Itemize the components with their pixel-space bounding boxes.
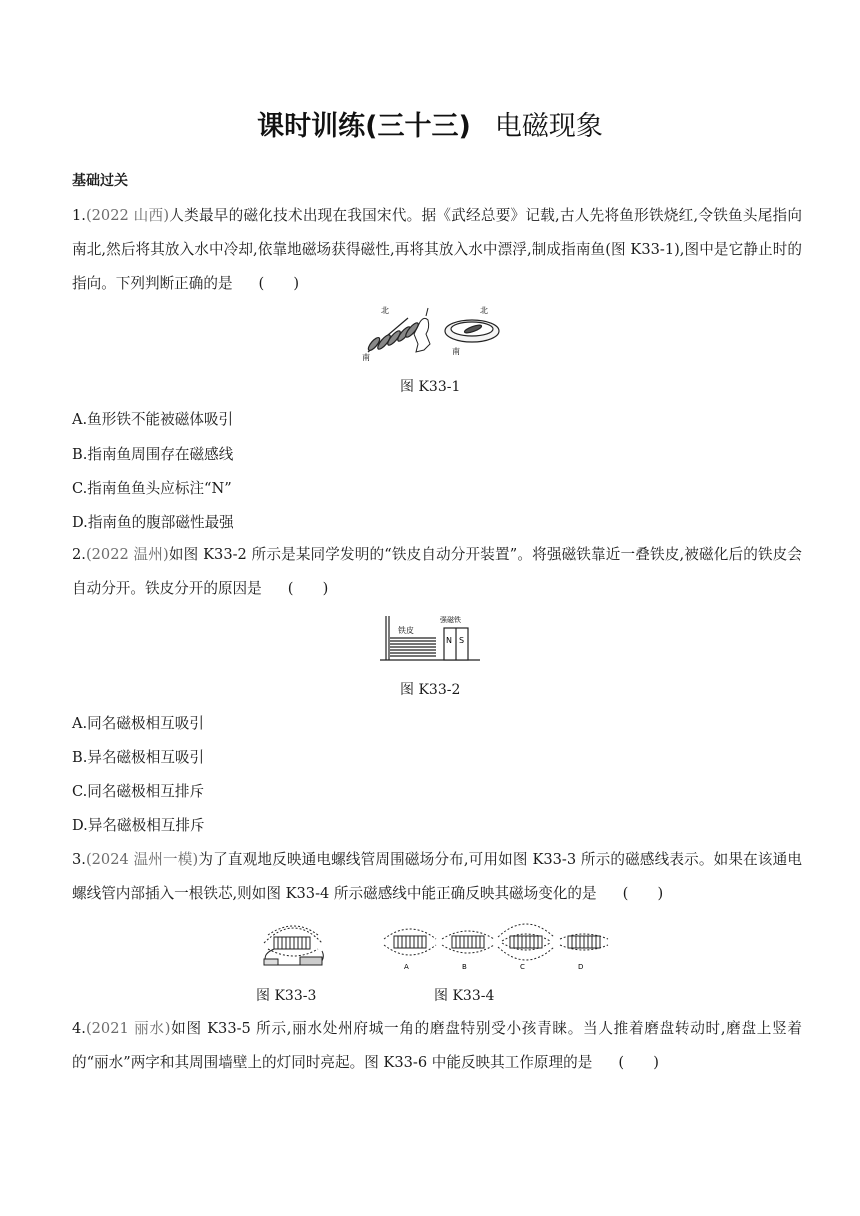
fig1-south-label-2: 南 xyxy=(452,347,460,356)
choice-label-d: D xyxy=(578,963,584,971)
figure-k33-4 xyxy=(380,915,612,973)
section-heading: 基础过关 xyxy=(72,173,128,189)
question-text: 如图 K33-5 所示,丽水处州府城一角的磨盘特别受小孩青睐。当人推着磨盘转动时,磨盘上竖着的“丽水”两字和其周围墙壁上的灯同时亮起。图 K33-6 中能反映其工作原理的是 xyxy=(72,1020,803,1071)
fig1-north-label: 北 xyxy=(381,306,389,315)
figure-caption-k33-1: 图 K33-1 xyxy=(400,379,461,395)
fig2-s-label: S xyxy=(459,636,465,645)
figure-k33-3 xyxy=(258,915,330,971)
question-2 xyxy=(72,538,802,606)
figure-caption-k33-3: 图 K33-3 xyxy=(256,988,317,1004)
title-sub: 电磁现象 xyxy=(494,111,603,142)
question-4 xyxy=(72,1012,802,1080)
choice-diagram-b xyxy=(442,931,494,953)
fig1-north-label-2: 北 xyxy=(480,306,488,315)
question-number: 2. xyxy=(72,546,86,563)
answer-blank: ( ) xyxy=(622,885,664,902)
figure-k33-2 xyxy=(378,610,482,666)
question-source: (2021 丽水) xyxy=(85,1020,171,1037)
choice-label-a: A xyxy=(404,963,409,971)
choice-label-b: B xyxy=(462,963,467,971)
fig2-magnet-label: 强磁铁 xyxy=(440,616,461,624)
figure-caption-k33-2: 图 K33-2 xyxy=(400,682,461,698)
answer-blank: ( ) xyxy=(618,1054,659,1071)
choice-diagram-a xyxy=(384,929,436,955)
question-3 xyxy=(72,843,802,911)
figure-caption-k33-4: 图 K33-4 xyxy=(434,988,495,1004)
option-a: A.同名磁极相互吸引 xyxy=(72,715,204,732)
question-1 xyxy=(72,199,802,301)
option-a: A.鱼形铁不能被磁体吸引 xyxy=(72,411,234,428)
choice-diagram-d xyxy=(560,934,608,950)
question-number: 3. xyxy=(72,851,86,868)
choice-label-c: C xyxy=(520,963,525,971)
option-c: C.同名磁极相互排斥 xyxy=(72,783,205,800)
fig1-south-label: 南 xyxy=(362,353,370,362)
option-b: B.异名磁极相互吸引 xyxy=(72,749,205,766)
choice-diagram-c xyxy=(498,924,554,960)
answer-blank: ( ) xyxy=(287,580,329,597)
answer-blank: ( ) xyxy=(258,275,300,292)
question-text: 人类最早的磁化技术出现在我国宋代。据《武经总要》记载,古人先将鱼形铁烧红,令铁鱼头尾指向南北,然后将其放入水中冷却,依靠地磁场获得磁性,再将其放入水中漂浮,制成指南鱼(图 K33-1),图中是它静止时的指向。下列判断正确的是 xyxy=(72,207,802,292)
question-text: 为了直观地反映通电螺线管周围磁场分布,可用如图 K33-3 所示的磁感线表示。如果在该通电螺线管内部插入一根铁芯,则如图 K33-4 所示磁感线中能正确反映其磁场变化的是 xyxy=(72,851,802,902)
page-title xyxy=(0,104,860,143)
option-c: C.指南鱼鱼头应标注“N” xyxy=(72,480,232,497)
figure-k33-1 xyxy=(360,302,505,364)
question-number: 1. xyxy=(72,207,86,224)
option-d: D.指南鱼的腹部磁性最强 xyxy=(72,514,234,531)
fig2-n-label: N xyxy=(446,636,452,645)
fig2-sheet-label: 铁皮 xyxy=(398,626,414,635)
option-b: B.指南鱼周围存在磁感线 xyxy=(72,446,234,463)
question-source: (2022 温州) xyxy=(85,546,169,563)
question-source: (2024 温州一模) xyxy=(85,851,199,868)
question-number: 4. xyxy=(72,1020,86,1037)
option-d: D.异名磁极相互排斥 xyxy=(72,817,205,834)
question-text: 如图 K33-2 所示是某同学发明的“铁皮自动分开装置”。将强磁铁靠近一叠铁皮,被磁化后的铁皮会自动分开。铁皮分开的原因是 xyxy=(72,546,803,597)
title-main: 课时训练(三十三) xyxy=(257,111,471,142)
question-source: (2022 山西) xyxy=(85,207,170,224)
